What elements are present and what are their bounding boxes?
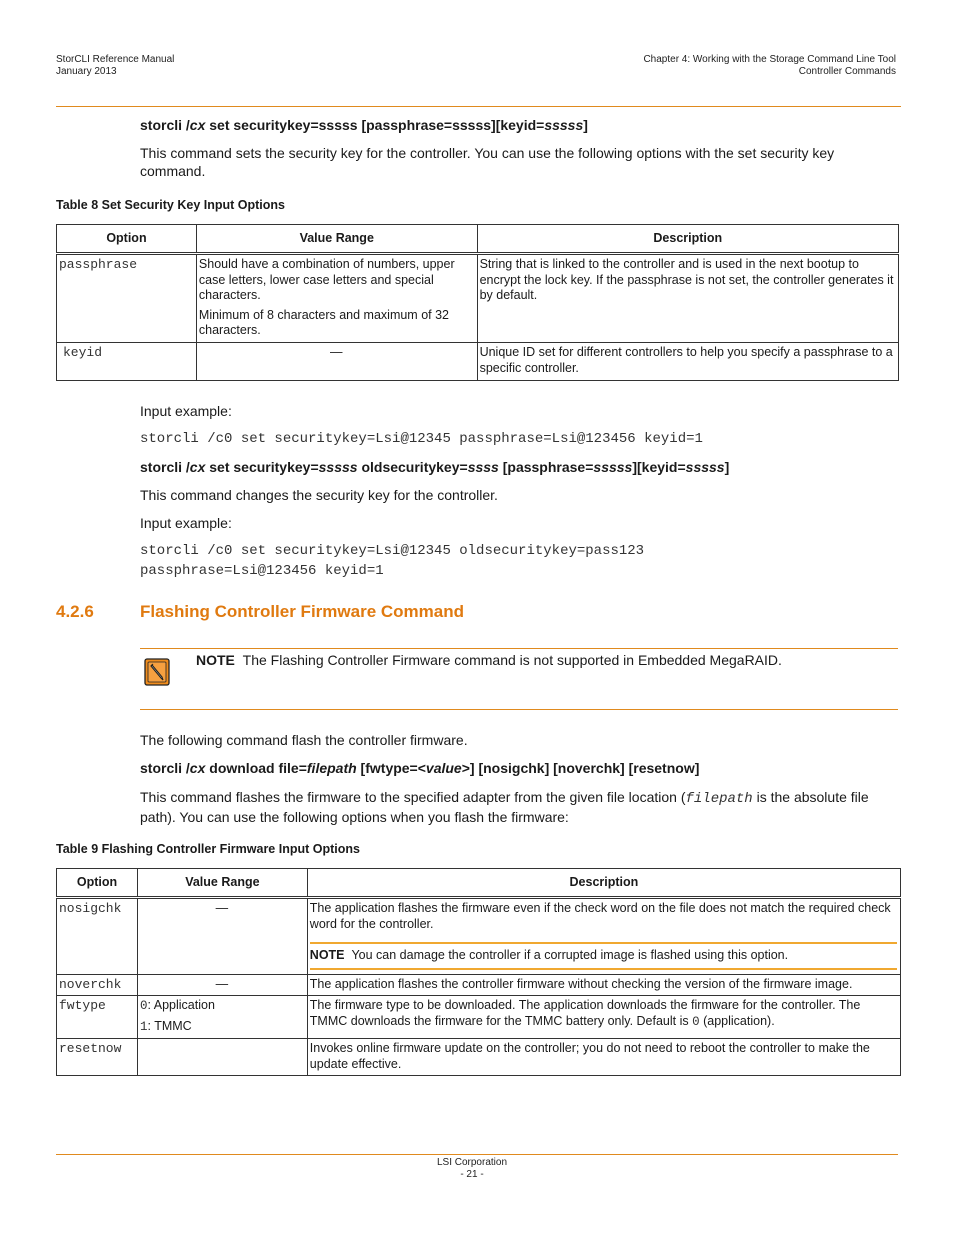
note-text: The Flashing Controller Firmware command is not supported in Embedded MegaRAID. xyxy=(242,652,782,668)
value-range-cell xyxy=(196,254,477,343)
option-cell: noverchk xyxy=(57,974,138,996)
option-cell: fwtype xyxy=(57,996,138,1039)
note-label: NOTE xyxy=(309,948,345,962)
table9-caption: Table 9 Flashing Controller Firmware Input Options xyxy=(56,842,360,856)
value-range-cell: — xyxy=(196,343,477,381)
table9-header-row xyxy=(57,869,901,898)
footer xyxy=(0,1157,944,1181)
cmd-text: storcli / xyxy=(140,117,190,133)
cmd-text: download file= xyxy=(205,760,307,776)
table-row xyxy=(57,254,899,343)
description-cell xyxy=(307,996,900,1039)
code-example-2-line2: passphrase=Lsi@123456 keyid=1 xyxy=(140,563,384,579)
cmd-text: storcli / xyxy=(140,760,190,776)
cmd2-description: This command changes the security key for the controller. xyxy=(140,487,498,503)
column-header-value-range: Value Range xyxy=(196,225,477,254)
cmd-text: set securitykey=sssss [passphrase=sssss][keyid= xyxy=(205,117,545,133)
section-number: 4.2.6 xyxy=(56,602,94,621)
value-option-tmmc xyxy=(140,1019,304,1036)
cmd-text: [fwtype=< xyxy=(356,760,426,776)
table8-caption: Table 8 Set Security Key Input Options xyxy=(56,198,285,212)
note-bottom-rule xyxy=(140,709,898,710)
description-cell: String that is linked to the controller and is used in the next bootup to encrypt the lock key. If the passphrase is not set, the controller generates it by default. xyxy=(477,254,898,343)
table-row xyxy=(57,974,901,996)
header-rule xyxy=(56,106,901,107)
value-text: : Application xyxy=(147,998,215,1012)
cmd-var: value xyxy=(425,760,462,776)
note-pencil-icon xyxy=(144,658,170,686)
section-name: Controller Commands xyxy=(798,66,896,77)
command-change-securitykey xyxy=(140,458,729,476)
cmd-text: ] xyxy=(583,117,588,133)
header-right xyxy=(643,54,896,78)
value-range-cell: — xyxy=(137,974,307,996)
value-range-text: Minimum of 8 characters and maximum of 32 characters. xyxy=(198,307,449,337)
table-row xyxy=(57,996,901,1039)
note-top-rule xyxy=(140,648,898,649)
table-row xyxy=(57,1039,901,1076)
table8 xyxy=(56,224,899,381)
cmd-var: sssss xyxy=(318,459,358,475)
option-cell: passphrase xyxy=(57,254,197,343)
cmd-var: filepath xyxy=(306,760,357,776)
cmd-text: >] [nosigchk] [noverchk] [resetnow] xyxy=(461,760,700,776)
cmd-text: storcli / xyxy=(140,459,190,475)
note-content xyxy=(196,651,782,669)
page-number: - 21 - xyxy=(460,1169,484,1180)
table-row xyxy=(57,343,899,381)
option-cell: keyid xyxy=(57,343,197,381)
cmd-var: ssss xyxy=(467,459,499,475)
manual-date: January 2013 xyxy=(56,66,117,77)
value-range-cell xyxy=(137,996,307,1039)
column-header-value-range: Value Range xyxy=(137,869,307,898)
flash-intro: The following command flash the controller firmware. xyxy=(140,732,468,748)
manual-title: StorCLI Reference Manual xyxy=(56,54,175,65)
input-example-label: Input example: xyxy=(140,403,232,419)
column-header-description: Description xyxy=(307,869,900,898)
cmd3-description xyxy=(140,788,890,826)
column-header-description: Description xyxy=(477,225,898,254)
table9 xyxy=(56,868,901,1076)
footer-rule xyxy=(56,1154,898,1155)
value-range-text: Should have a combination of numbers, upper case letters, lower case letters and special characters. xyxy=(198,257,455,302)
cmd-text: [passphrase= xyxy=(498,459,594,475)
cmd-text: ] xyxy=(724,459,730,475)
description-cell xyxy=(307,898,900,975)
description-text: (application). xyxy=(699,1013,775,1028)
option-cell: nosigchk xyxy=(57,898,138,975)
value-code: 0 xyxy=(139,999,148,1013)
column-header-option: Option xyxy=(57,869,138,898)
description-code: 0 xyxy=(692,1014,700,1029)
description-cell: The application flashes the controller firmware without checking the version of the firmware image. xyxy=(307,974,900,996)
cmd-var: cx xyxy=(189,117,206,133)
code-example-1: storcli /c0 set securitykey=Lsi@12345 passphrase=Lsi@123456 keyid=1 xyxy=(140,431,703,447)
description-text: The application flashes the firmware even if the check word on the file does not match the required check word for the controller. xyxy=(309,901,891,931)
section-title: Flashing Controller Firmware Command xyxy=(140,602,464,621)
note-label: NOTE xyxy=(196,652,235,668)
command-download-firmware xyxy=(140,759,699,777)
cmd-var: sssss xyxy=(593,459,633,475)
cmd-text: set securitykey= xyxy=(205,459,319,475)
footer-company: LSI Corporation xyxy=(436,1157,508,1168)
column-header-option: Option xyxy=(57,225,197,254)
desc-code: filepath xyxy=(685,791,753,807)
cmd1-description: This command sets the security key for the controller. You can use the following options with the set security key command. xyxy=(140,145,835,179)
cmd-var: sssss xyxy=(685,459,725,475)
command-set-securitykey xyxy=(140,116,588,134)
note-text: You can damage the controller if a corrupted image is flashed using this option. xyxy=(351,948,789,962)
description-cell: Invokes online firmware update on the controller; you do not need to reboot the controller to make the update effective. xyxy=(307,1039,900,1076)
cmd-text: ][keyid= xyxy=(632,459,686,475)
code-example-2-line1: storcli /c0 set securitykey=Lsi@12345 oldsecuritykey=pass123 xyxy=(140,543,645,559)
value-text: : TMMC xyxy=(147,1018,192,1033)
cmd-var: cx xyxy=(189,459,206,475)
option-cell: resetnow xyxy=(57,1039,138,1076)
cmd-var: sssss xyxy=(544,117,584,133)
cmd-var: cx xyxy=(189,760,206,776)
header-left xyxy=(56,54,174,78)
value-range-cell xyxy=(137,1039,307,1076)
inline-note xyxy=(310,942,897,970)
input-example-label: Input example: xyxy=(140,515,232,531)
value-option-application xyxy=(140,998,304,1015)
desc-text: is the absolute file path). You can use the following options when you flash the firmware: xyxy=(140,789,869,825)
description-cell: Unique ID set for different controllers to help you specify a passphrase to a specific controller. xyxy=(477,343,898,381)
table-row xyxy=(57,898,901,975)
cmd-text: oldsecuritykey= xyxy=(357,459,468,475)
description-text: The firmware type to be downloaded. The application downloads the firmware for the controller. The TMMC downloads the firmware for the TMMC battery only. Default is xyxy=(309,998,861,1028)
table8-header-row xyxy=(57,225,899,254)
chapter-title: Chapter 4: Working with the Storage Command Line Tool xyxy=(643,54,896,65)
value-range-cell: — xyxy=(137,898,307,975)
desc-text: This command flashes the firmware to the specified adapter from the given file location ( xyxy=(140,789,686,805)
value-code: 1 xyxy=(139,1019,148,1034)
